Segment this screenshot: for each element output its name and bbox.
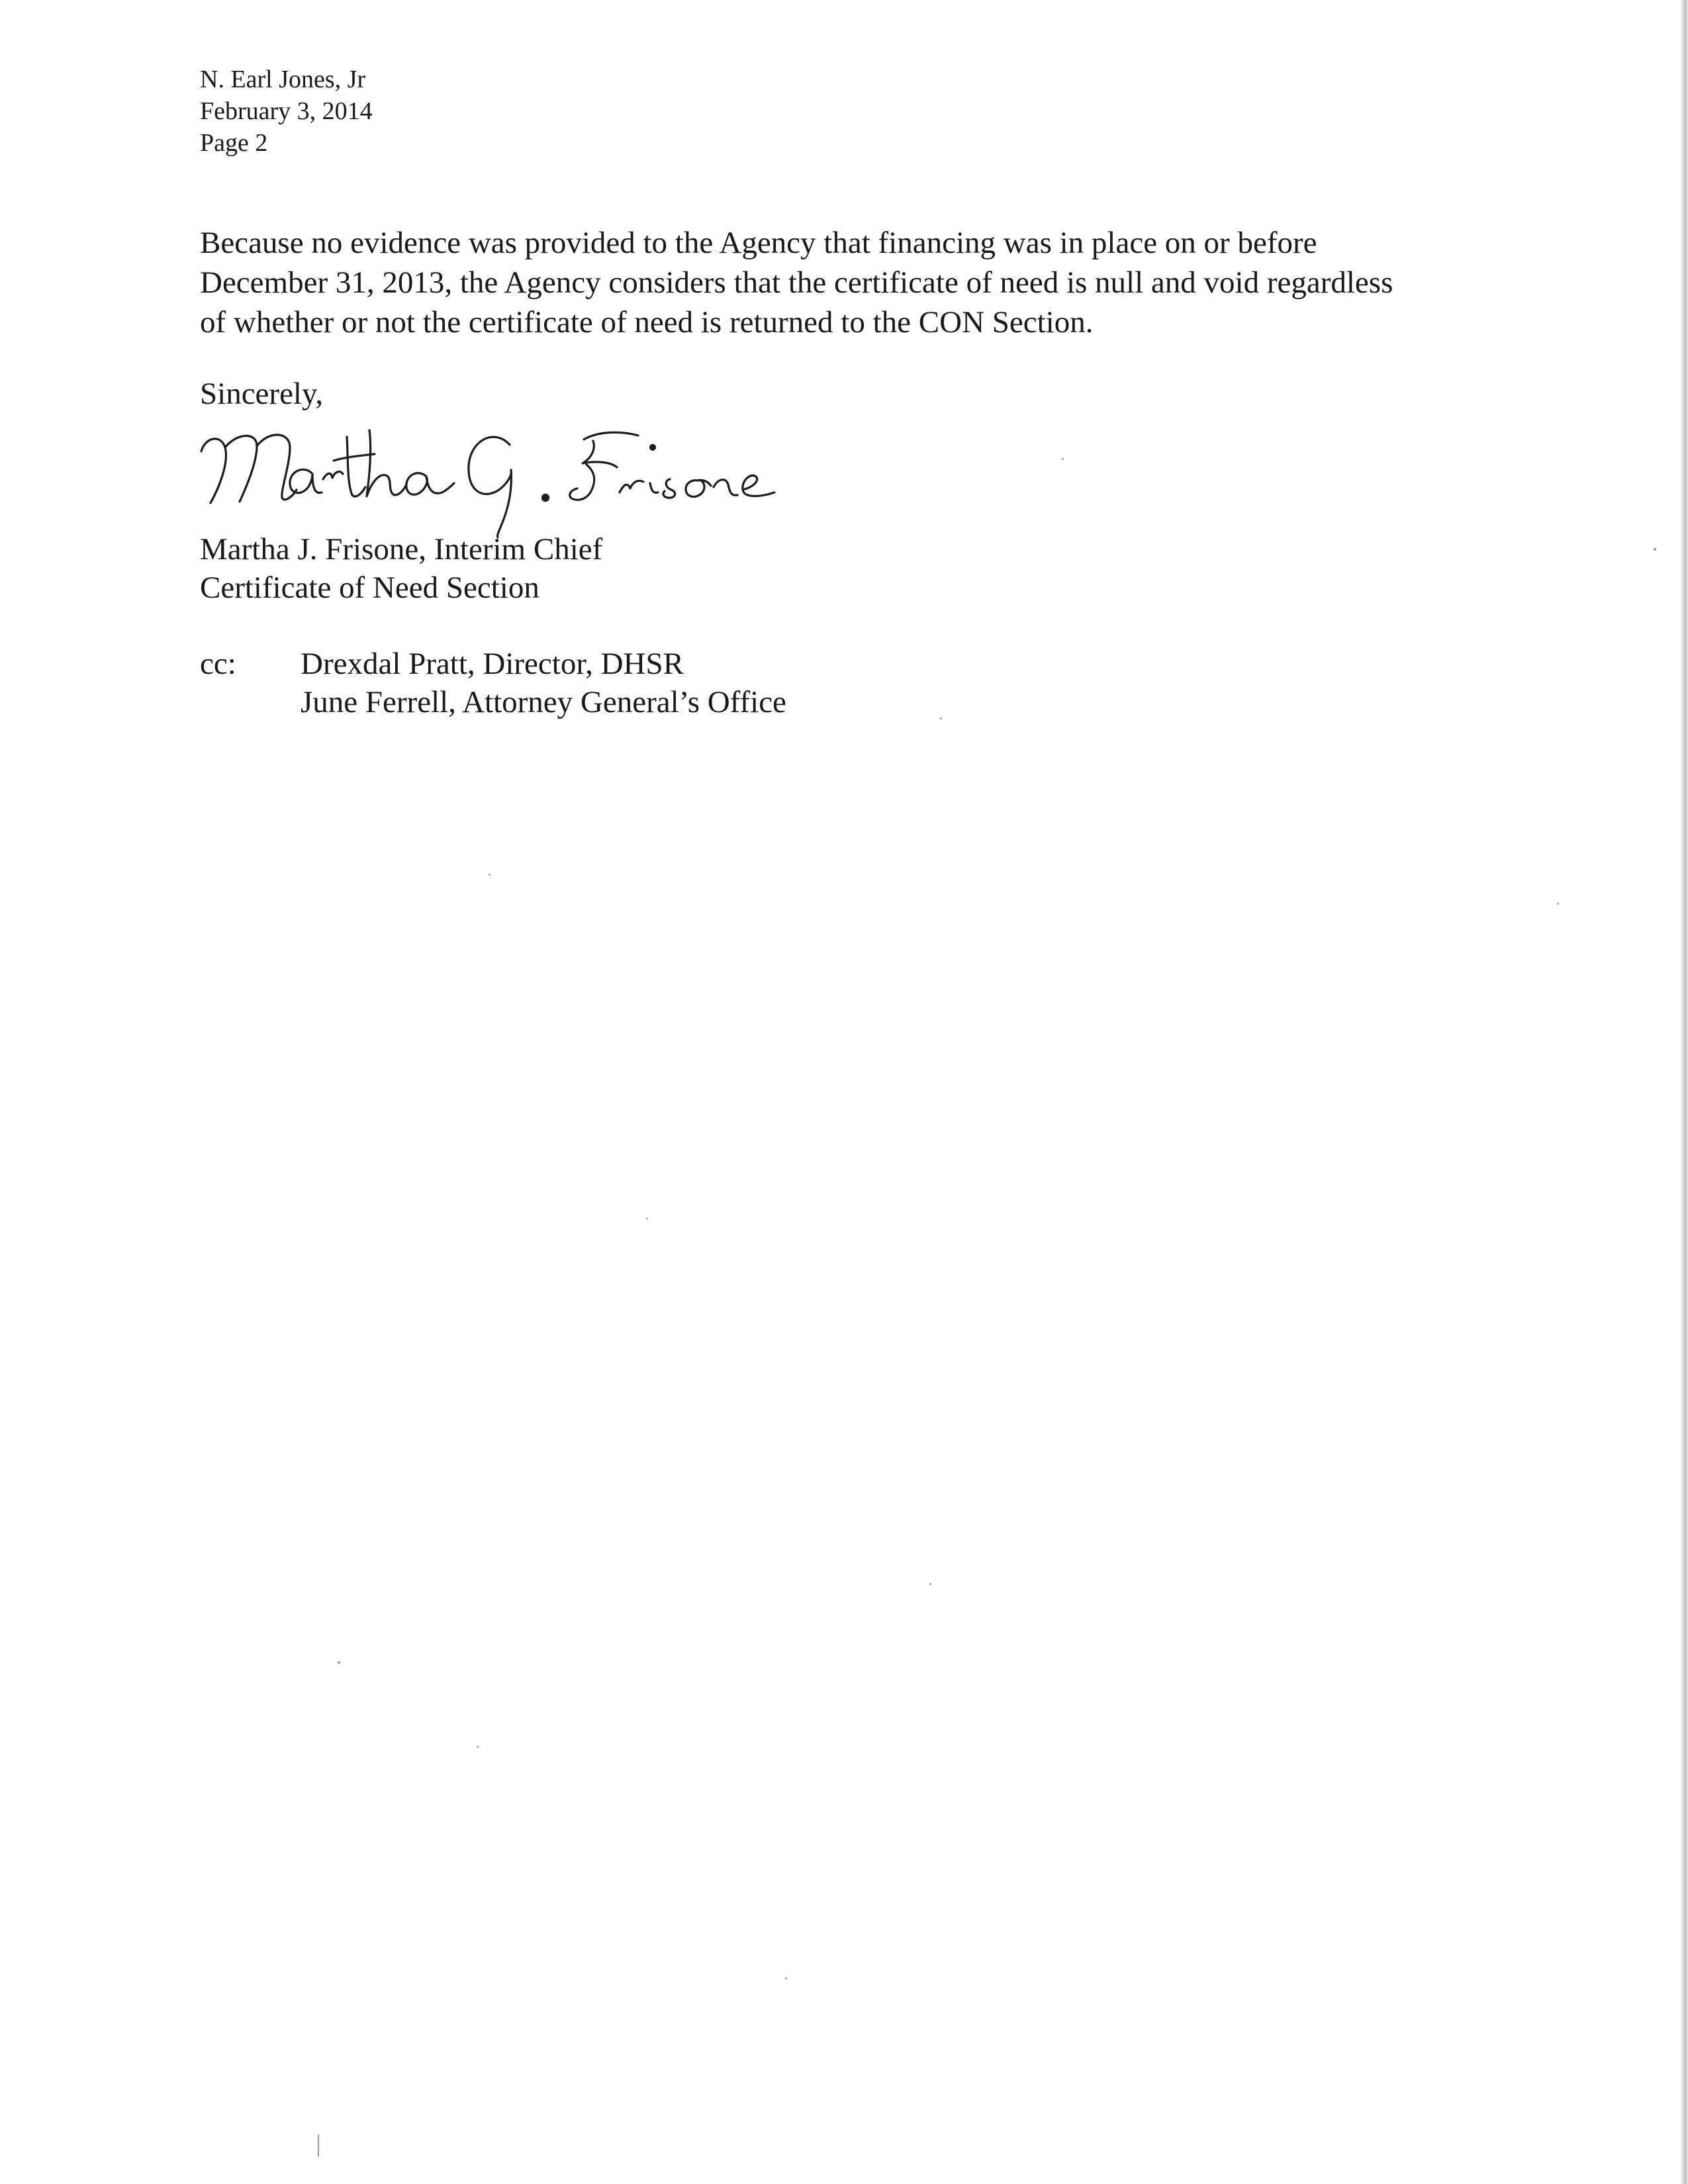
scan-speck (940, 717, 942, 719)
signatory-section: Certificate of Need Section (200, 570, 539, 605)
cc-recipient: June Ferrell, Attorney General’s Office (301, 685, 786, 719)
body-line: of whether or not the certificate of need is returned to the CON Section. (200, 305, 1094, 340)
scan-speck (929, 1583, 931, 1585)
cc-label: cc: (200, 647, 236, 681)
handwritten-signature (196, 424, 865, 539)
scan-speck (338, 1661, 340, 1664)
letter-header (200, 64, 373, 159)
cc-recipient-list (301, 645, 786, 721)
signatory-name-title: Martha J. Frisone, Interim Chief (200, 532, 603, 567)
header-page-number: Page 2 (200, 129, 268, 157)
body-paragraph (200, 223, 1497, 342)
scan-speck (1062, 458, 1064, 460)
header-recipient: N. Earl Jones, Jr (200, 66, 366, 93)
scan-speck (785, 1978, 787, 1979)
scan-speck (489, 874, 491, 876)
body-line: December 31, 2013, the Agency considers that the certificate of need is null and void regardless (200, 265, 1393, 300)
scan-speck (318, 2134, 319, 2157)
scan-speck (1654, 548, 1656, 551)
scan-speck (477, 1746, 479, 1748)
scan-speck (1557, 903, 1559, 905)
header-date: February 3, 2014 (200, 97, 373, 125)
signatory-block (200, 530, 602, 607)
scan-speck (646, 1218, 648, 1220)
body-line: Because no evidence was provided to the Agency that financing was in place on or before (200, 226, 1317, 260)
closing-salutation: Sincerely, (200, 377, 324, 411)
scan-edge-shadow (1680, 0, 1688, 2184)
cc-recipient: Drexdal Pratt, Director, DHSR (301, 647, 684, 681)
